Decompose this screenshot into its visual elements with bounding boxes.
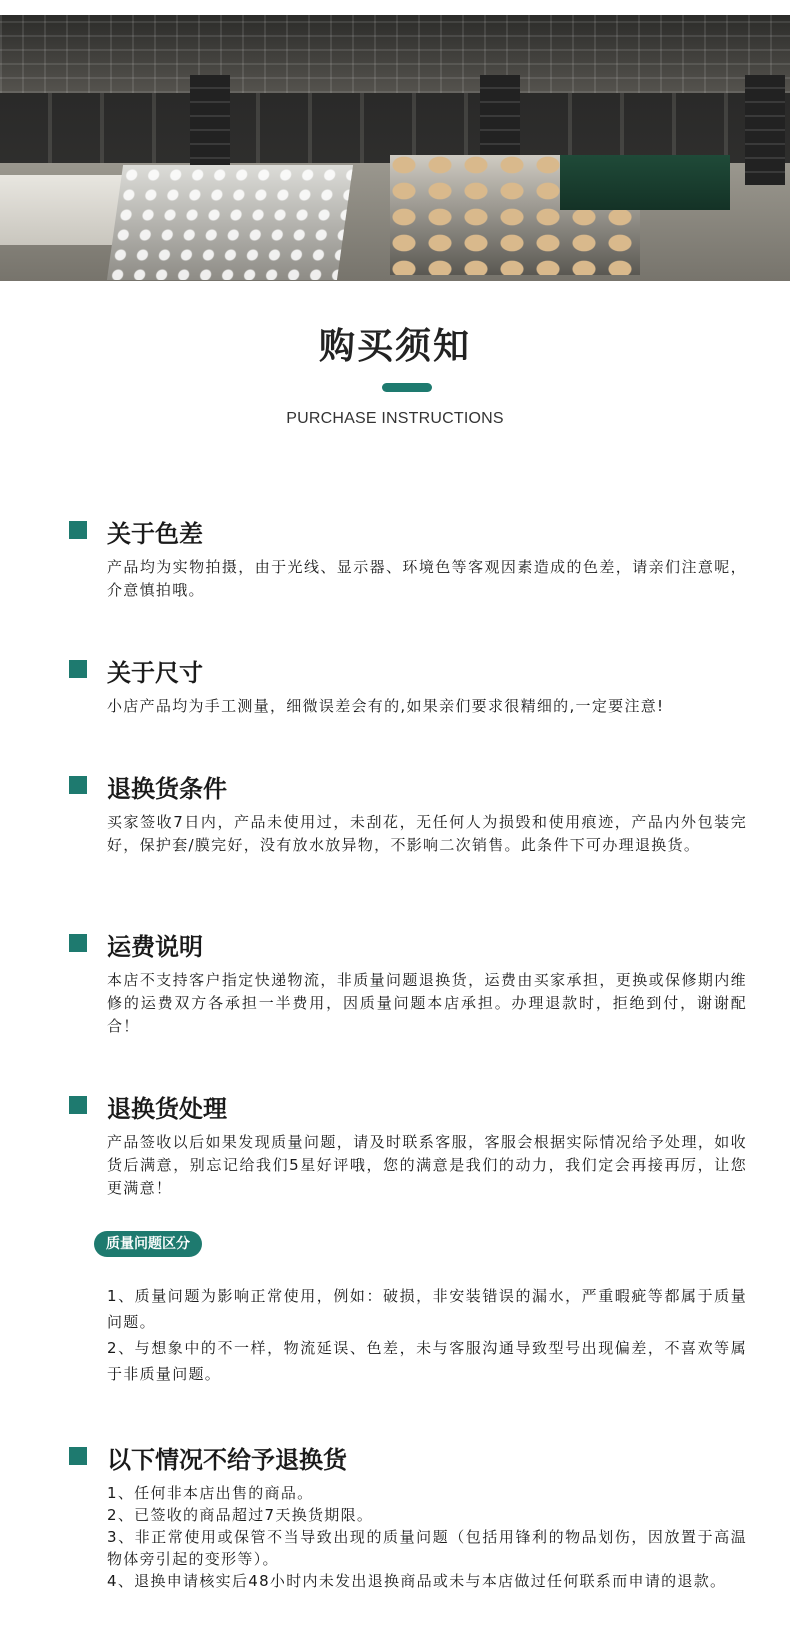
- quality-issue-list: [107, 1283, 747, 1387]
- section-body: 买家签收7日内，产品未使用过，未刮花，无任何人为损毁和使用痕迹，产品内外包装完好，保护套/膜完好，没有放水放异物，不影响二次销售。此条件下可办理退换货。: [107, 813, 747, 854]
- section-body: 本店不支持客户指定快递物流，非质量问题退换货，运费由买家承担，更换或保修期内维修的运费双方各承担一半费用，因质量问题本店承担。办理退款时，拒绝到付，谢谢配合！: [107, 971, 747, 1035]
- page-title: 购买须知: [318, 326, 471, 367]
- section-no-return: [69, 1440, 759, 1592]
- section-shipping-fee: [69, 927, 759, 1038]
- store-banner-image: [0, 15, 790, 281]
- no-return-list: [107, 1482, 747, 1592]
- quality-issue-badge: 质量问题区分: [94, 1231, 202, 1257]
- no-return-item: 1、任何非本店出售的商品。: [107, 1484, 314, 1502]
- section-marker: [69, 934, 87, 952]
- section-title: 以下情况不给予退换货: [107, 1446, 347, 1474]
- section-marker: [69, 521, 87, 539]
- section-title: 退换货处理: [107, 1095, 227, 1123]
- page-subtitle: PURCHASE INSTRUCTIONS: [286, 410, 504, 427]
- section-size: [69, 653, 759, 718]
- glassware-table: [107, 165, 353, 280]
- section-body: 产品签收以后如果发现质量问题，请及时联系客服，客服会根据实际情况给予处理，如收货后满意，别忘记给我们5星好评哦，您的满意是我们的动力，我们定会再接再厉，让您更满意！: [107, 1133, 747, 1197]
- section-marker: [69, 1096, 87, 1114]
- section-return-conditions: [69, 769, 759, 857]
- section-marker: [69, 660, 87, 678]
- section-marker: [69, 776, 87, 794]
- display-table: [0, 175, 130, 245]
- quality-issue-item: 1、质量问题为影响正常使用，例如：破损，非安装错误的漏水，严重暇疵等都属于质量问题。: [107, 1287, 747, 1331]
- section-return-handling: [69, 1089, 759, 1200]
- no-return-item: 2、已签收的商品超过7天换货期限。: [107, 1506, 374, 1524]
- section-title: 运费说明: [107, 933, 203, 961]
- no-return-item: 3、非正常使用或保管不当导致出现的质量问题（包括用锋利的物品划伤，因放置于高温物体旁引起的变形等）。: [107, 1528, 747, 1568]
- section-marker: [69, 1447, 87, 1465]
- section-body: 小店产品均为手工测量，细微误差会有的,如果亲们要求很精细的,一定要注意!: [107, 697, 665, 715]
- section-body: 产品均为实物拍摄，由于光线、显示器、环境色等客观因素造成的色差，请亲们注意呢，介意慎拍哦。: [107, 558, 747, 599]
- title-underline: [382, 383, 432, 392]
- quality-issue-item: 2、与想象中的不一样，物流延误、色差，未与客服沟通导致型号出现偏差，不喜欢等属于非质量问题。: [107, 1339, 747, 1383]
- section-title: 关于色差: [107, 520, 203, 548]
- green-display-table: [560, 155, 730, 210]
- store-ceiling: [0, 15, 790, 93]
- store-shelves: [0, 93, 790, 163]
- display-pillar: [745, 75, 785, 185]
- no-return-item: 4、退换申请核实后48小时内未发出退换商品或未与本店做过任何联系而申请的退款。: [107, 1572, 727, 1590]
- section-color-difference: [69, 514, 759, 602]
- section-title: 关于尺寸: [107, 659, 203, 687]
- section-title: 退换货条件: [107, 775, 227, 803]
